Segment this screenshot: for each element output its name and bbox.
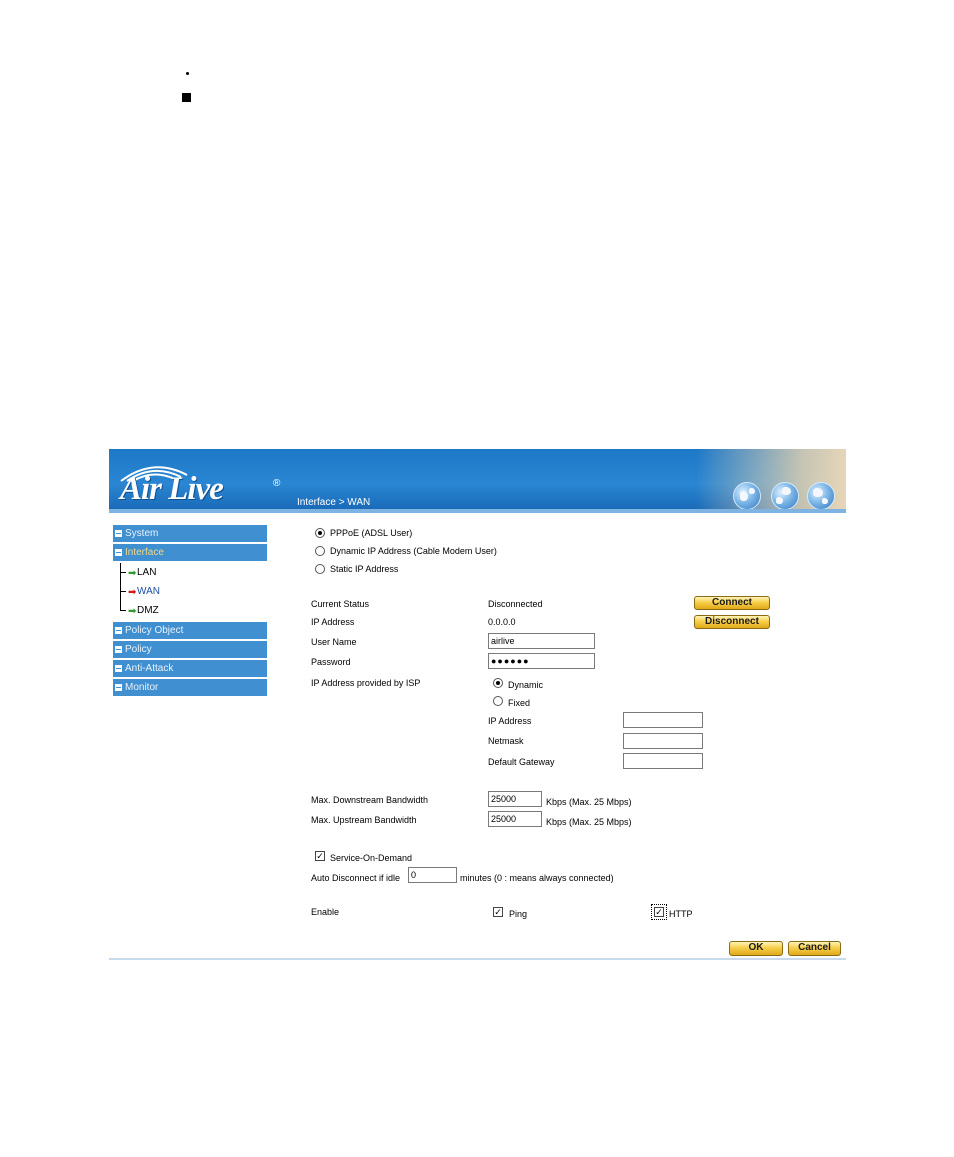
connect-button[interactable]: Connect [694, 596, 770, 610]
pppoe-label: PPPoE (ADSL User) [330, 528, 413, 538]
bullet-dot [186, 72, 189, 75]
cancel-button[interactable]: Cancel [788, 941, 841, 956]
sidebar-item-label: DMZ [137, 605, 159, 616]
dynamic-ip-label: Dynamic IP Address (Cable Modem User) [330, 546, 497, 556]
registered-mark: ® [273, 478, 281, 489]
footer-divider [109, 958, 846, 960]
arrow-right-icon: ➡ [128, 606, 137, 617]
auto-disconnect-unit: minutes (0 : means always connected) [460, 873, 614, 883]
netmask-input[interactable] [623, 733, 703, 749]
service-on-demand-checkbox[interactable]: ✓ [316, 851, 324, 861]
isp-dynamic-label: Dynamic [508, 680, 544, 690]
sidebar-item-label: Policy [125, 644, 152, 655]
enable-label: Enable [311, 907, 340, 917]
auto-disconnect-label: Auto Disconnect if idle [311, 873, 401, 883]
arrow-right-icon: ➡ [128, 587, 137, 598]
password-input[interactable]: ●●●●●● [488, 653, 595, 669]
router-admin-screenshot [109, 449, 846, 962]
ip-address-label: IP Address [311, 617, 355, 627]
user-name-input[interactable]: airlive [488, 633, 595, 649]
downstream-unit: Kbps (Max. 25 Mbps) [546, 797, 632, 807]
upstream-input[interactable]: 25000 [488, 811, 542, 827]
sidebar-item-label: System [125, 528, 159, 539]
current-status-value: Disconnected [488, 599, 543, 609]
sidebar-item-label: Policy Object [125, 625, 184, 636]
fixed-ip-label: IP Address [488, 716, 532, 726]
isp-dynamic-radio[interactable] [493, 678, 503, 688]
service-on-demand-label: Service-On-Demand [330, 853, 413, 863]
airlive-logo: Air Live [120, 471, 223, 507]
isp-fixed-label: Fixed [508, 698, 531, 708]
auto-disconnect-input[interactable]: 0 [408, 867, 457, 883]
password-label: Password [311, 657, 351, 667]
disconnect-button[interactable]: Disconnect [694, 615, 770, 629]
current-status-label: Current Status [311, 599, 370, 609]
sidebar-item-label: LAN [137, 567, 157, 578]
ping-checkbox[interactable]: ✓ [494, 907, 502, 917]
fixed-ip-input[interactable] [623, 712, 703, 728]
sidebar-item-label: WAN [137, 586, 160, 597]
ok-button[interactable]: OK [729, 941, 783, 956]
arrow-right-icon: ➡ [128, 568, 137, 579]
sidebar-item-label: Interface [125, 547, 164, 558]
ip-address-value: 0.0.0.0 [488, 617, 516, 627]
upstream-unit: Kbps (Max. 25 Mbps) [546, 817, 632, 827]
user-name-label: User Name [311, 637, 357, 647]
http-label: HTTP [669, 909, 693, 919]
ping-label: Ping [509, 909, 528, 919]
isp-fixed-radio[interactable] [493, 696, 503, 706]
static-ip-label: Static IP Address [330, 564, 399, 574]
static-ip-radio[interactable] [315, 564, 325, 574]
gateway-input[interactable] [623, 753, 703, 769]
isp-ip-label: IP Address provided by ISP [311, 678, 421, 688]
sidebar-item-label: Monitor [125, 682, 159, 693]
pppoe-radio[interactable] [315, 528, 325, 538]
dynamic-ip-radio[interactable] [315, 546, 325, 556]
upstream-label: Max. Upstream Bandwidth [311, 815, 417, 825]
downstream-input[interactable]: 25000 [488, 791, 542, 807]
netmask-label: Netmask [488, 736, 524, 746]
breadcrumb: Interface > WAN [297, 497, 371, 508]
http-checkbox[interactable]: ✓ [655, 907, 663, 917]
bullet-square [182, 93, 191, 102]
sidebar-item-label: Anti-Attack [125, 663, 174, 674]
wan-settings-form [109, 449, 846, 962]
gateway-label: Default Gateway [488, 757, 555, 767]
downstream-label: Max. Downstream Bandwidth [311, 795, 429, 805]
